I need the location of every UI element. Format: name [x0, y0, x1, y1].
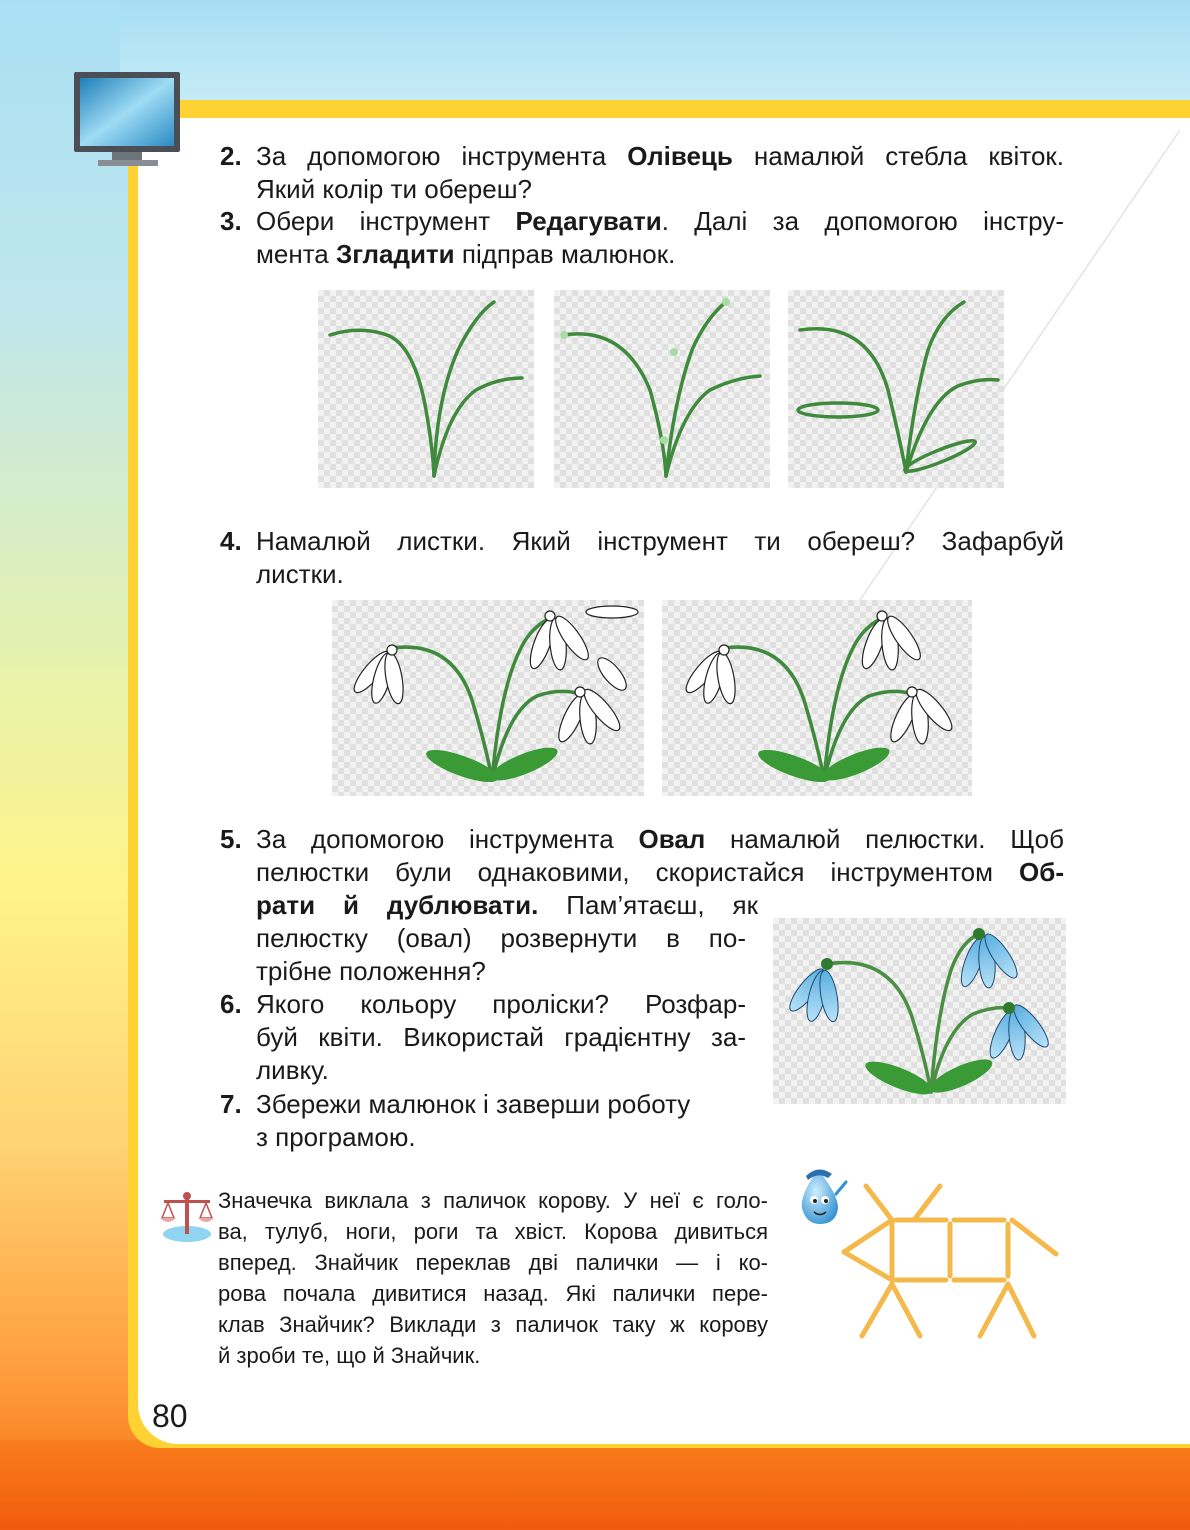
task-7-line-1: Збережи малюнок і заверши роботу: [256, 1089, 691, 1119]
scales-icon: [158, 1188, 216, 1244]
stems-smoothed-image: [788, 290, 1004, 488]
puzzle-line-6: й зроби те, що й Знайчик.: [218, 1343, 481, 1368]
task-3-line-2: мента Згладити підправ малюнок.: [256, 239, 676, 269]
task-4-line-1: Намалюй листки. Який інструмент ти обереш? Зафарбуй: [256, 526, 1064, 556]
task-5-line-2: пелюстки були однаковими, скористайся інструментом Об-: [256, 857, 1064, 887]
task-6-number: 6.: [220, 989, 242, 1019]
stems-edited-image: [554, 290, 770, 488]
puzzle-line-5: клав Знайчик? Виклади з паличок таку ж корову: [218, 1312, 768, 1337]
task-6-line-3: ливку.: [256, 1055, 329, 1085]
puzzle-text: [218, 1185, 768, 1371]
flowers-outline-image-1: [332, 600, 644, 796]
puzzle-line-3: вперед. Знайчик переклав дві палички — і ко-: [218, 1250, 768, 1275]
task-5-number: 5.: [220, 824, 242, 854]
task-4-number: 4.: [220, 526, 242, 556]
page-number: 80: [152, 1398, 188, 1434]
stems-raw-image: [318, 290, 534, 488]
flowers-outline-image-2: [662, 600, 972, 796]
stick-cow-figure: [836, 1180, 1066, 1350]
blue-snowdrops-image: [773, 918, 1066, 1104]
puzzle-line-4: рова почала дивитися назад. Які палички пере-: [218, 1281, 768, 1306]
puzzle-line-2: ва, тулуб, ноги, роги та хвіст. Корова дивиться: [218, 1219, 768, 1244]
task-5-line-4: пелюстку (овал) розвернути в по-: [256, 923, 746, 953]
task-6-line-2: буй квіти. Використай градієнтну за-: [256, 1022, 746, 1052]
task-7-line-2: з програмою.: [256, 1122, 416, 1152]
task-2-line-2: Який колір ти обереш?: [256, 174, 533, 204]
puzzle-line-1: Значечка виклала з паличок корову. У неї є голо-: [218, 1188, 768, 1213]
task-5-line-5: трібне положення?: [256, 956, 486, 986]
task-3-number: 3.: [220, 206, 242, 236]
monitor-icon: [72, 70, 184, 170]
task-2-number: 2.: [220, 141, 242, 171]
task-5-line-3: рати й дублювати. Пам’ятаєш, як: [256, 890, 758, 920]
task-2-line-1: За допомогою інструмента Олівець намалюй стебла квіток.: [256, 141, 1064, 171]
task-7-number: 7.: [220, 1089, 242, 1119]
task-4-line-2: листки.: [256, 559, 344, 589]
task-5-line-1: За допомогою інструмента Овал намалюй пелюстки. Щоб: [256, 824, 1064, 854]
task-6-line-1: Якого кольору проліски? Розфар-: [256, 989, 746, 1019]
task-3-line-1: Обери інструмент Редагувати. Далі за допомогою інстру-: [256, 206, 1065, 236]
